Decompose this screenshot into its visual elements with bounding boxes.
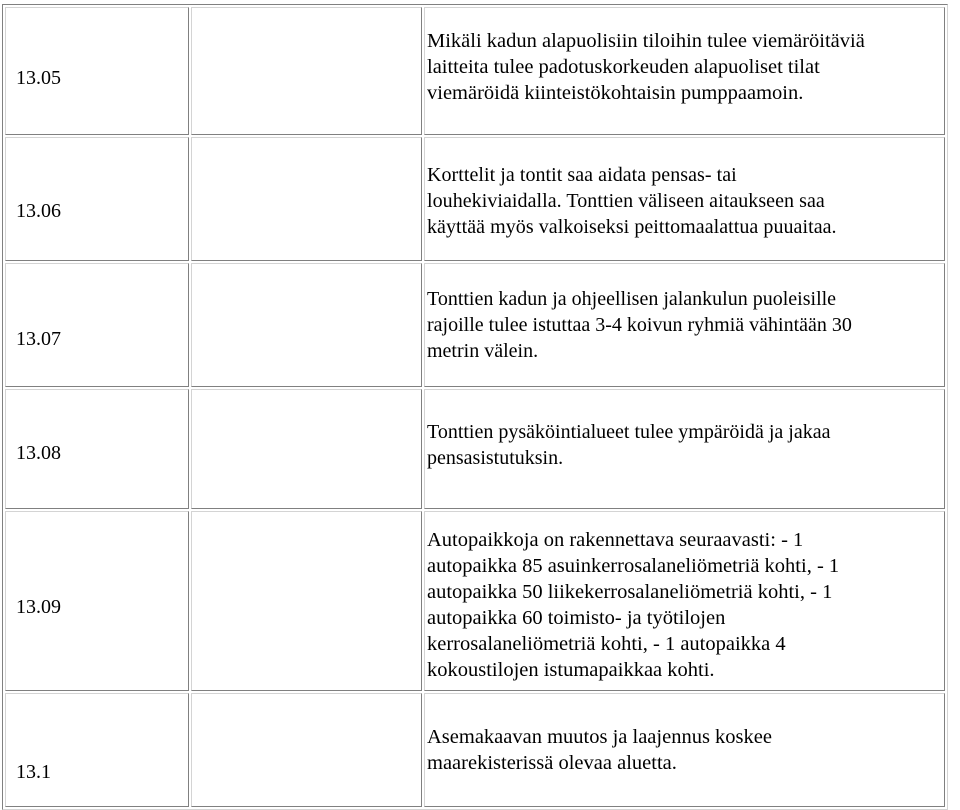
regulation-number-cell [5, 511, 189, 691]
table-row [5, 7, 945, 135]
table-row [5, 263, 945, 387]
symbol-cell [191, 693, 422, 807]
regulation-number: 13.05 [16, 67, 61, 89]
table-row [5, 137, 945, 261]
regulation-number: 13.09 [16, 596, 61, 618]
regulation-text-cell [424, 693, 945, 807]
symbol-cell [191, 137, 422, 261]
regulation-text: Tonttien kadun ja ohjeellisen jalankulun puoleisille rajoille tulee istuttaa 3-4 koivun ryhmiä vähintään 30 metrin välein. [427, 288, 852, 362]
symbol-cell [191, 389, 422, 509]
table-row [5, 389, 945, 509]
regulation-text-cell [424, 511, 945, 691]
regulation-text-cell [424, 263, 945, 387]
symbol-cell [191, 511, 422, 691]
regulation-number: 13.08 [16, 442, 61, 464]
regulation-number-cell [5, 693, 189, 807]
symbol-cell [191, 7, 422, 135]
regulation-number: 13.06 [16, 200, 61, 222]
regulation-text: Asemakaavan muutos ja laajennus koskee maarekisterissä olevaa aluetta. [427, 726, 772, 774]
table-row [5, 511, 945, 691]
regulation-number-cell [5, 389, 189, 509]
regulation-number-cell [5, 137, 189, 261]
symbol-cell [191, 263, 422, 387]
regulations-table [2, 4, 948, 810]
regulation-text: Autopaikkoja on rakennettava seuraavasti: - 1 autopaikka 85 asuinkerrosalaneliömetriä kohti, - 1 autopaikka 50 liikekerrosalaneliömetriä kohti, - 1 autopaikka 60 toimisto- ja työtilojen kerrosalaneliömetriä kohti, - 1 autopaikka 4 kokoustilojen istumapaikkaa kohti. [427, 529, 840, 681]
regulation-text-cell [424, 389, 945, 509]
regulation-number-cell [5, 7, 189, 135]
regulation-text: Mikäli kadun alapuolisiin tiloihin tulee viemäröitäviä laitteita tulee padotuskorkeuden alapuoliset tilat viemäröidä kiinteistökohtaisin pumppaamoin. [427, 30, 865, 104]
regulation-text-cell [424, 7, 945, 135]
regulation-text: Tonttien pysäköintialueet tulee ympäröidä ja jakaa pensasistutuksin. [427, 421, 831, 469]
regulation-number: 13.07 [16, 328, 61, 350]
table-row [5, 693, 945, 807]
regulation-text: Korttelit ja tontit saa aidata pensas- tai louhekiviaidalla. Tonttien väliseen aitaukseen saa käyttää myös valkoiseksi peittomaalattua puuaitaa. [427, 164, 837, 238]
regulation-text-cell [424, 137, 945, 261]
regulation-number-cell [5, 263, 189, 387]
regulation-number: 13.1 [16, 761, 51, 783]
